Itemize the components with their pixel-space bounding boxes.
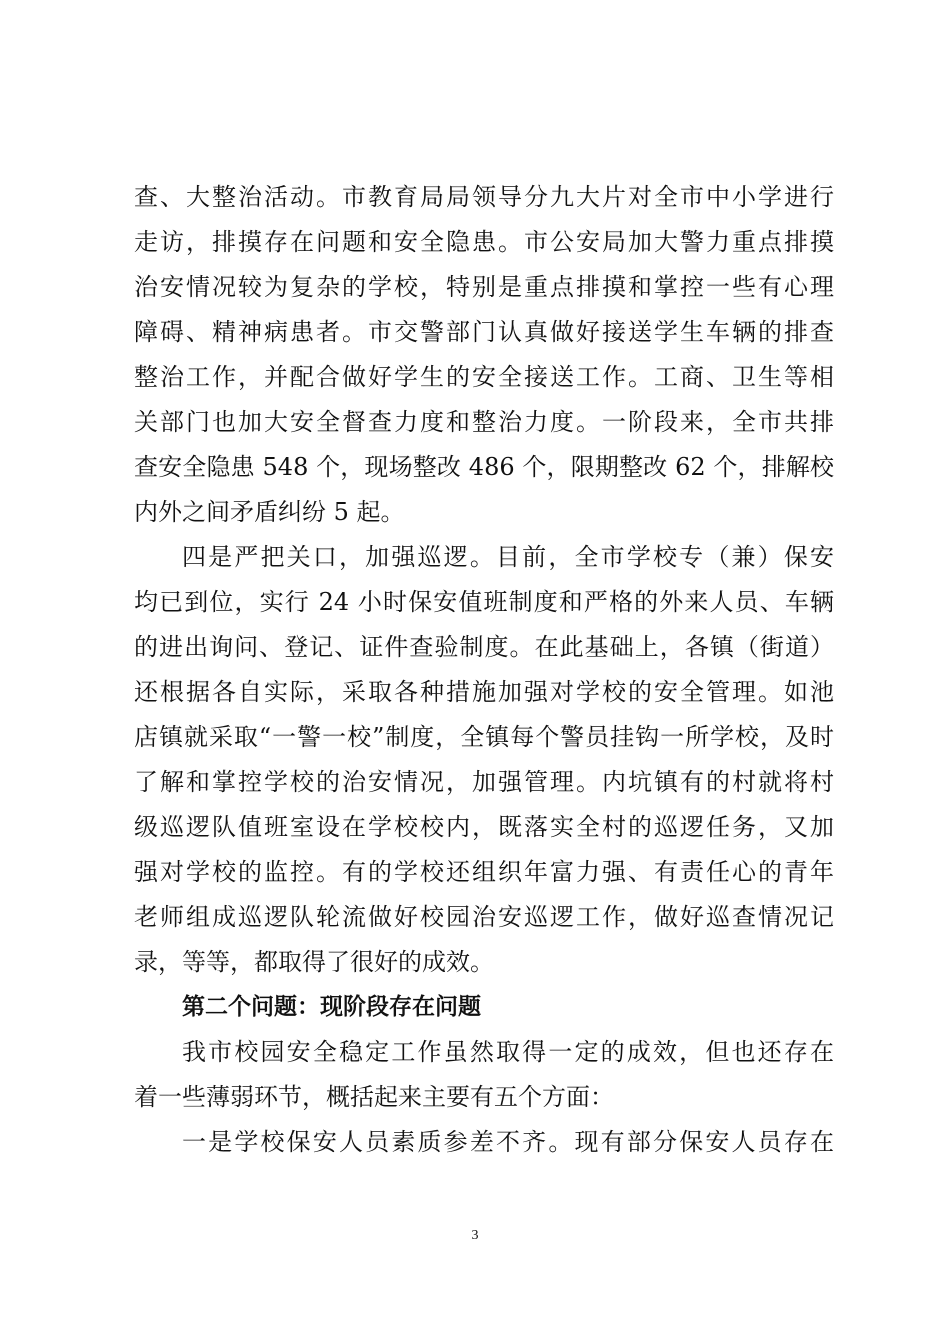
text-line: 店镇就采取“一警一校”制度，全镇每个警员挂钩一所学校，及时 (134, 723, 834, 751)
text-line: 还根据各自实际，采取各种措施加强对学校的安全管理。如池 (134, 678, 834, 706)
text-line: 着一些薄弱环节，概括起来主要有五个方面： (134, 1083, 614, 1111)
text-line: 级巡逻队值班室设在学校校内，既落实全村的巡逻任务，又加 (134, 813, 834, 841)
text-line: 的进出询问、登记、证件查验制度。在此基础上，各镇（街道） (134, 633, 834, 661)
text-line: 走访，排摸存在问题和安全隐患。市公安局加大警力重点排摸 (134, 228, 834, 256)
text-line: 均已到位，实行 24 小时保安值班制度和严格的外来人员、车辆 (134, 588, 834, 616)
text-line: 查、大整治活动。市教育局局领导分九大片对全市中小学进行 (134, 183, 834, 211)
text-line: 一是学校保安人员素质参差不齐。现有部分保安人员存在 (182, 1128, 834, 1156)
text-line: 查安全隐患 548 个，现场整改 486 个，限期整改 62 个，排解校 (134, 453, 834, 481)
text-line: 了解和掌控学校的治安情况，加强管理。内坑镇有的村就将村 (134, 768, 834, 796)
text-line: 四是严把关口，加强巡逻。目前，全市学校专（兼）保安 (182, 543, 834, 571)
text-line: 障碍、精神病患者。市交警部门认真做好接送学生车辆的排查 (134, 318, 834, 346)
text-line: 老师组成巡逻队轮流做好校园治安巡逻工作，做好巡查情况记 (134, 903, 834, 931)
text-line: 关部门也加大安全督查力度和整治力度。一阶段来，全市共排 (134, 408, 834, 436)
text-line: 治安情况较为复杂的学校，特别是重点排摸和掌控一些有心理 (134, 273, 834, 301)
page-number: 3 (471, 1228, 479, 1243)
section-heading: 第二个问题：现阶段存在问题 (182, 994, 481, 1020)
text-line: 强对学校的监控。有的学校还组织年富力强、有责任心的青年 (134, 858, 834, 886)
text-line: 我市校园安全稳定工作虽然取得一定的成效，但也还存在 (182, 1038, 834, 1066)
text-line: 内外之间矛盾纠纷 5 起。 (134, 498, 405, 526)
text-line: 整治工作，并配合做好学生的安全接送工作。工商、卫生等相 (134, 363, 834, 391)
text-line: 录，等等，都取得了很好的成效。 (134, 948, 494, 976)
body-text (134, 175, 834, 1165)
